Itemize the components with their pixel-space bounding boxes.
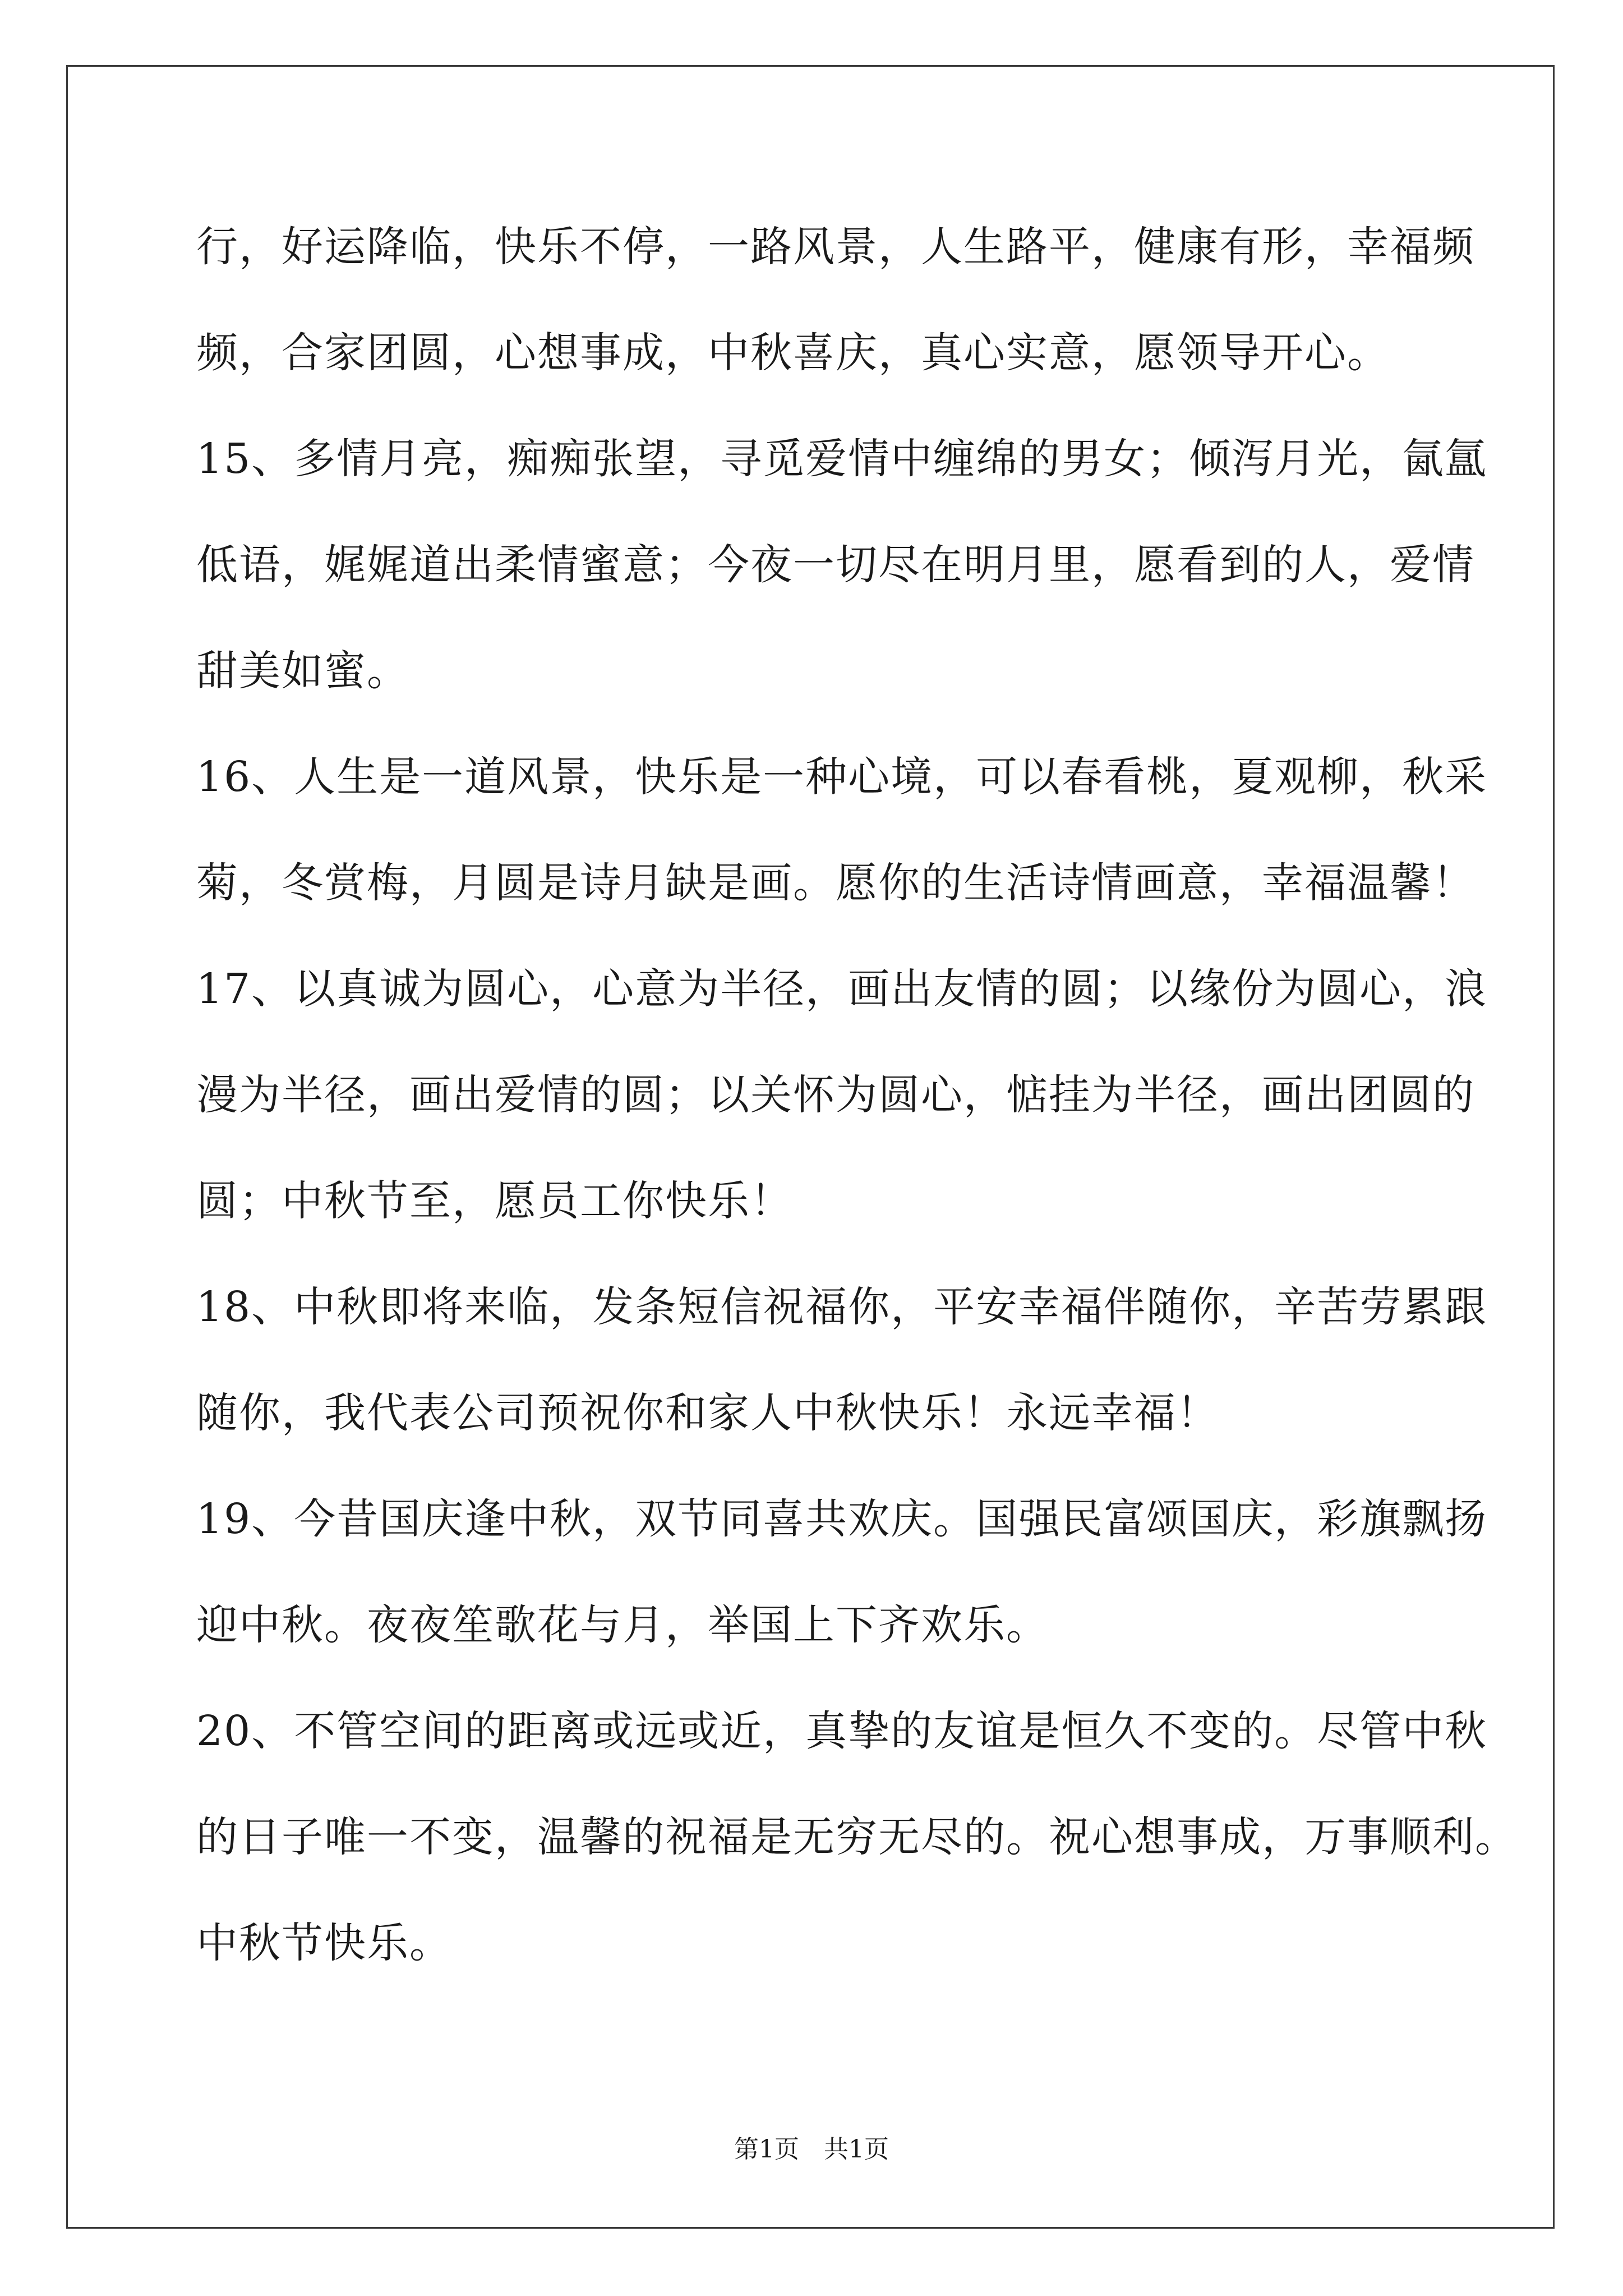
text-line: 圆；中秋节至，愿员工你快乐！	[196, 1177, 793, 1225]
text-line: 菊，冬赏梅，月圆是诗月缺是画。愿你的生活诗情画意，幸福温馨！	[196, 859, 1475, 907]
text-line: 中秋节快乐。	[196, 1919, 452, 1967]
text-line: 19、今昔国庆逢中秋，双节同喜共欢庆。国强民富颂国庆，彩旗飘扬	[196, 1495, 1488, 1543]
page-footer: 第1页 共1页	[734, 2135, 889, 2164]
text-line: 15、多情月亮，痴痴张望，寻觅爱情中缠绵的男女；倾泻月光，氤氲	[196, 435, 1488, 483]
text-line: 16、人生是一道风景，快乐是一种心境，可以春看桃，夏观柳，秋采	[196, 753, 1488, 801]
text-line: 17、以真诚为圆心，心意为半径，画出友情的圆；以缘份为圆心，浪	[196, 965, 1488, 1013]
text-line: 行，好运降临，快乐不停，一路风景，人生路平，健康有形，幸福频	[196, 223, 1475, 271]
text-line: 迎中秋。夜夜笙歌花与月，举国上下齐欢乐。	[196, 1601, 1049, 1649]
text-line: 低语，娓娓道出柔情蜜意；今夜一切尽在明月里，愿看到的人，爱情	[196, 541, 1475, 589]
text-line: 20、不管空间的距离或远或近，真挚的友谊是恒久不变的。尽管中秋	[196, 1707, 1488, 1755]
text-line: 随你，我代表公司预祝你和家人中秋快乐！永远幸福！	[196, 1389, 1219, 1437]
text-line: 频，合家团圆，心想事成，中秋喜庆，真心实意，愿领导开心。	[196, 329, 1390, 377]
text-line: 甜美如蜜。	[196, 647, 409, 695]
text-line: 漫为半径，画出爱情的圆；以关怀为圆心，惦挂为半径，画出团圆的	[196, 1071, 1475, 1119]
text-line: 18、中秋即将来临，发条短信祝福你，平安幸福伴随你，辛苦劳累跟	[196, 1283, 1488, 1331]
document-body	[196, 213, 1518, 2016]
text-line: 的日子唯一不变，温馨的祝福是无穷无尽的。祝心想事成，万事顺利。	[196, 1813, 1518, 1861]
